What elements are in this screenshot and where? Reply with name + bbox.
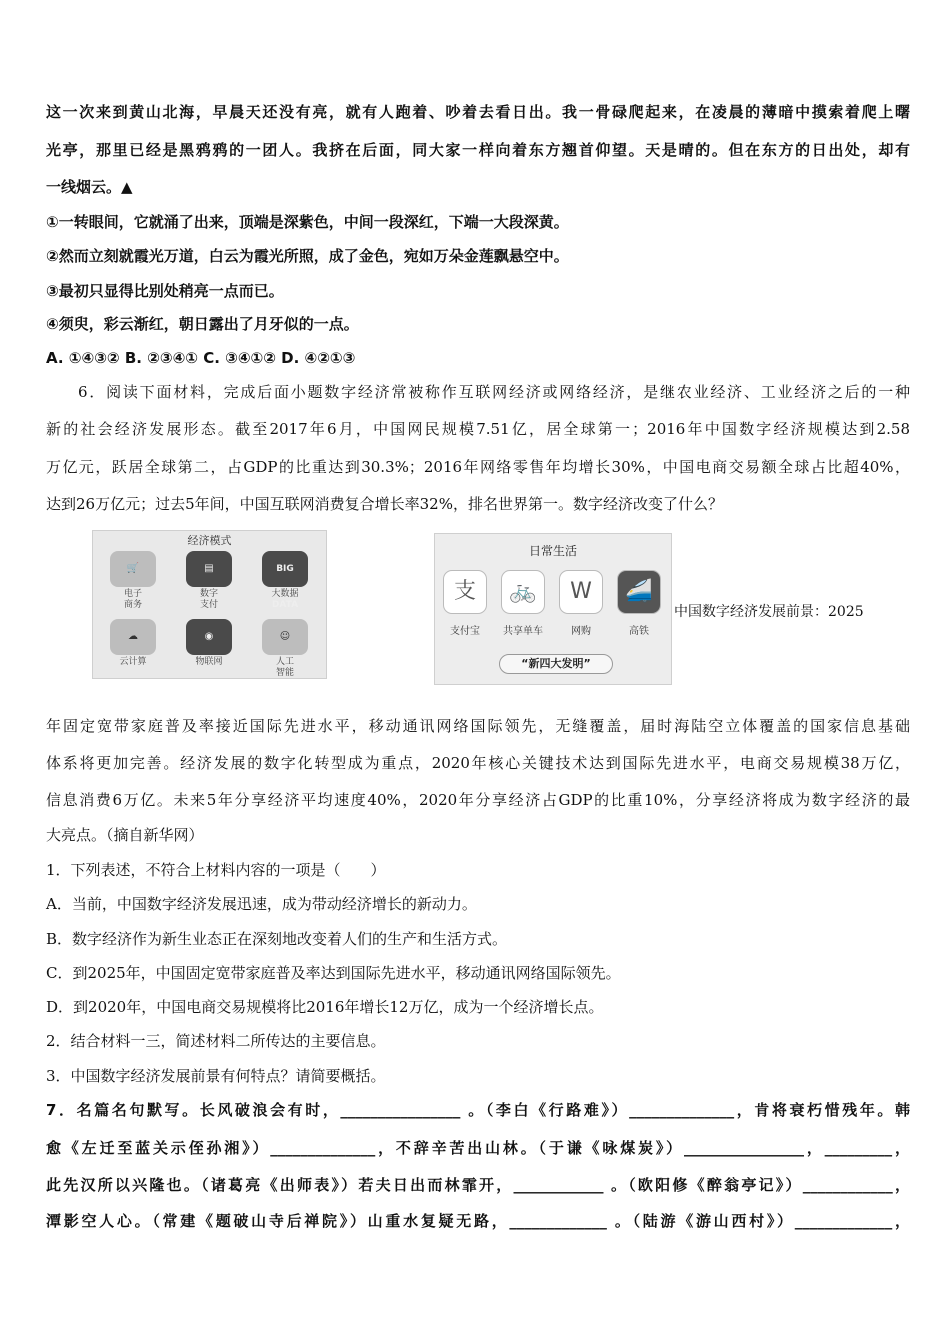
robot-icon: ☺: [262, 619, 308, 655]
q5-paragraph-line-3: 一线烟云。▲: [46, 178, 133, 196]
q6-option-b: B．数字经济作为新生业态正在深刻地改变着人们的生产和生活方式。: [46, 930, 508, 948]
iot-label: 物联网: [195, 657, 223, 667]
q6-source-line: 大亮点。（摘自新华网）: [46, 826, 204, 844]
alipay-label: 支付宝: [450, 626, 480, 637]
daily-life-figure: [434, 533, 672, 685]
q6-sub-question-1: 1．下列表述，不符合上材料内容的一项是（ ）: [46, 861, 386, 879]
q6-option-c: C．到2025年，中国固定宽带家庭普及率达到国际先进水平，移动通讯网络国际领先。: [46, 964, 621, 982]
q7-line-3: 此先汉所以兴隆也。（诸葛亮《出师表》）若夫日出而林霏开，____________ 。（欧阳修《醉翁亭记》）____________，: [46, 1176, 910, 1194]
q6-sub-question-2: 2．结合材料一三，简述材料二所传达的主要信息。: [46, 1032, 386, 1050]
cloud-computing-item: [101, 619, 165, 668]
q6-line-7: 信息消费6万亿。未来5年分享经济平均速度40%，2020年分享经济占GDP的比重10%，分享经济将成为数字经济的最: [46, 791, 910, 809]
ai-label: 人工 智能: [275, 657, 294, 678]
q6-line-1: 6．阅读下面材料，完成后面小题数字经济常被称作互联网经济或网络经济，是继农业经济、工业经济之后的一种: [78, 383, 910, 401]
ai-item: [253, 619, 317, 679]
q6-line-5: 年固定宽带家庭普及率接近国际先进水平，移动通讯网络国际领先，无缝覆盖，届时海陆空立体覆盖的国家信息基础: [46, 717, 910, 735]
q6-line-6: 体系将更加完善。经济发展的数字化转型成为重点，2020年核心关键技术达到国际先进水平，电商交易规模38万亿，: [46, 754, 910, 772]
alipay-item: [437, 570, 493, 637]
digital-payment-icon: ▤: [186, 551, 232, 587]
ecommerce-label: 电子 商务: [123, 589, 142, 610]
shopping-icon: W: [559, 570, 603, 614]
iot-item: [177, 619, 241, 668]
bicycle-icon: 🚲: [501, 570, 545, 614]
ecommerce-item: [101, 551, 165, 611]
ecommerce-icon: 🛒: [110, 551, 156, 587]
q5-sentence-3: ③最初只显得比别处稍亮一点而已。: [46, 282, 284, 300]
q6-line-3: 万亿元，跃居全球第二，占GDP的比重达到30.3%；2016年网络零售年均增长30%，中国电商交易额全球占比超40%，: [46, 458, 910, 476]
online-shopping-label: 网购: [571, 626, 591, 637]
q5-sentence-1: ①一转眼间，它就涌了出来，顶端是深紫色，中间一段深红，下端一大段深黄。: [46, 213, 569, 231]
high-speed-rail-label: 高铁: [629, 626, 649, 637]
cloud-icon: ☁: [110, 619, 156, 655]
big-data-icon: BIG DATA: [262, 551, 308, 587]
economic-mode-title: 经济模式: [187, 534, 232, 547]
digital-payment-label: 数字 支付: [199, 589, 218, 610]
digital-payment-item: [177, 551, 241, 611]
q7-line-1: 7．名篇名句默写。长风破浪会有时，________________ 。（李白《行路难》）______________，肯将衰朽惜残年。韩: [46, 1101, 910, 1119]
big-data-label: 大数据: [271, 589, 299, 599]
online-shopping-item: [553, 570, 609, 637]
q5-paragraph-line-2: 光亭，那里已经是黑鸦鸦的一团人。我挤在后面，同大家一样向着东方翘首仰望。天是晴的。但在东方的日出处，却有: [46, 141, 910, 159]
q6-option-a: A．当前，中国数字经济发展迅速，成为带动经济增长的新动力。: [46, 895, 477, 913]
outlook-intro-text: 中国数字经济发展前景：2025: [674, 604, 864, 620]
economic-mode-figure: [92, 530, 327, 679]
high-speed-rail-item: [611, 570, 667, 637]
alipay-icon: 支: [443, 570, 487, 614]
q5-paragraph-line-1: 这一次来到黄山北海，早晨天还没有亮，就有人跑着、吵着去看日出。我一骨碌爬起来，在凌晨的薄暗中摸索着爬上曙: [46, 103, 910, 121]
q6-line-2: 新的社会经济发展形态。截至2017年6月，中国网民规模7.51亿，居全球第一；2016年中国数字经济规模达到2.58: [46, 420, 910, 438]
q5-options: A. ①④③② B. ②③④① C. ③④①② D. ④②①③: [46, 349, 356, 367]
q5-sentence-2: ②然而立刻就霞光万道，白云为霞光所照，成了金色，宛如万朵金莲飘悬空中。: [46, 247, 569, 265]
iot-icon: ◉: [186, 619, 232, 655]
q6-sub-question-3: 3．中国数字经济发展前景有何特点？请简要概括。: [46, 1067, 386, 1085]
daily-life-title: 日常生活: [528, 544, 577, 558]
q6-line-4: 达到26万亿元；过去5年间，中国互联网消费复合增长率32%，排名世界第一。数字经济改变了什么？: [46, 495, 723, 513]
train-icon: 🚄: [617, 570, 661, 614]
q7-line-4: 潭影空人心。（常建《题破山寺后禅院》）山重水复疑无路，_____________ 。（陆游《游山西村》）_____________，: [46, 1212, 910, 1230]
big-data-item: [253, 551, 317, 610]
shared-bike-item: [495, 570, 551, 637]
q5-sentence-4: ④须臾，彩云渐红，朝日露出了月牙似的一点。: [46, 315, 359, 333]
q7-line-2: 愈《左迁至蓝关示侄孙湘》）______________，不辞辛苦出山林。（于谦《咏煤炭》）________________，_________，: [46, 1139, 910, 1157]
cloud-computing-label: 云计算: [119, 657, 147, 667]
q6-option-d: D．到2020年，中国电商交易规模将比2016年增长12万亿，成为一个经济增长点。: [46, 998, 604, 1016]
four-new-inventions-badge: “新四大发明”: [499, 654, 613, 674]
shared-bike-label: 共享单车: [503, 626, 543, 637]
